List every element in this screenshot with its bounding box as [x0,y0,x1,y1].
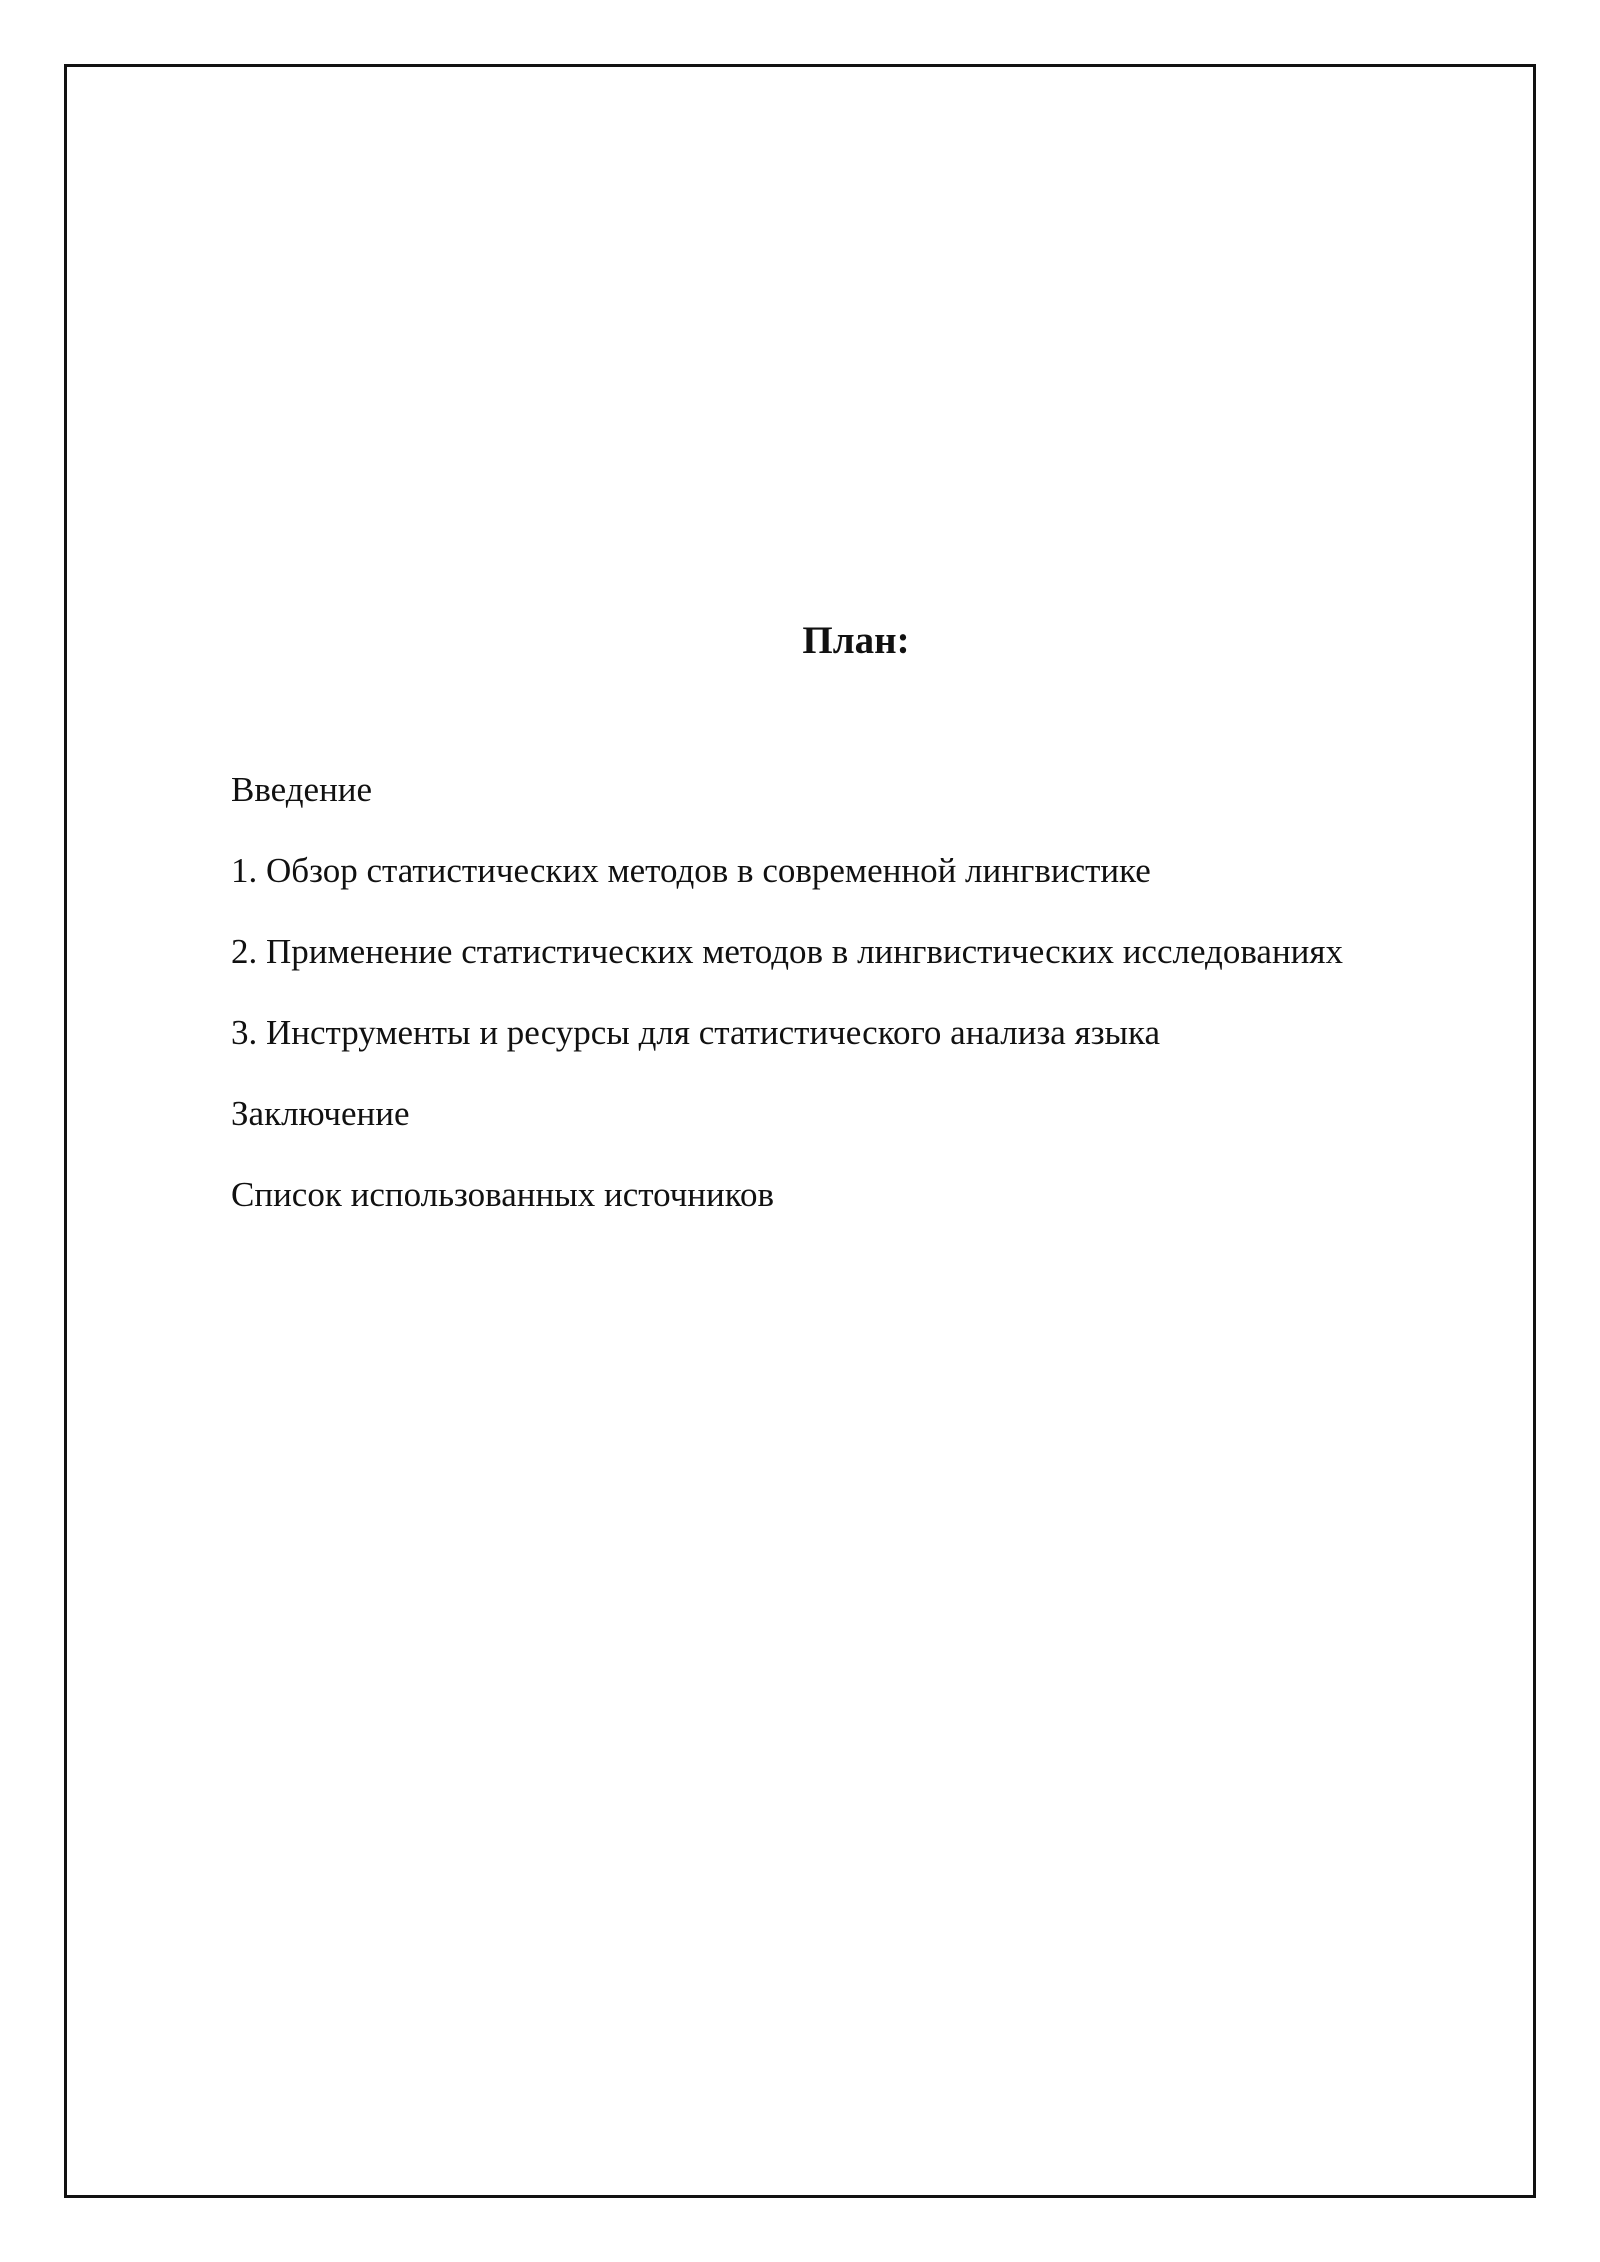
toc-item-references: Список использованных источников [231,1175,775,1214]
page-title: План: [802,619,910,662]
toc-item-introduction: Введение [231,770,373,809]
table-of-contents [231,767,1343,1253]
toc-item-section-2: 2. Применение статистических методов в лингвистических исследованиях [231,932,1344,971]
toc-item-section-1: 1. Обзор статистических методов в современной лингвистике [231,851,1151,890]
toc-item-section-3: 3. Инструменты и ресурсы для статистического анализа языка [231,1013,1161,1052]
toc-item-conclusion: Заключение [231,1094,410,1133]
page-border [64,64,1536,2198]
